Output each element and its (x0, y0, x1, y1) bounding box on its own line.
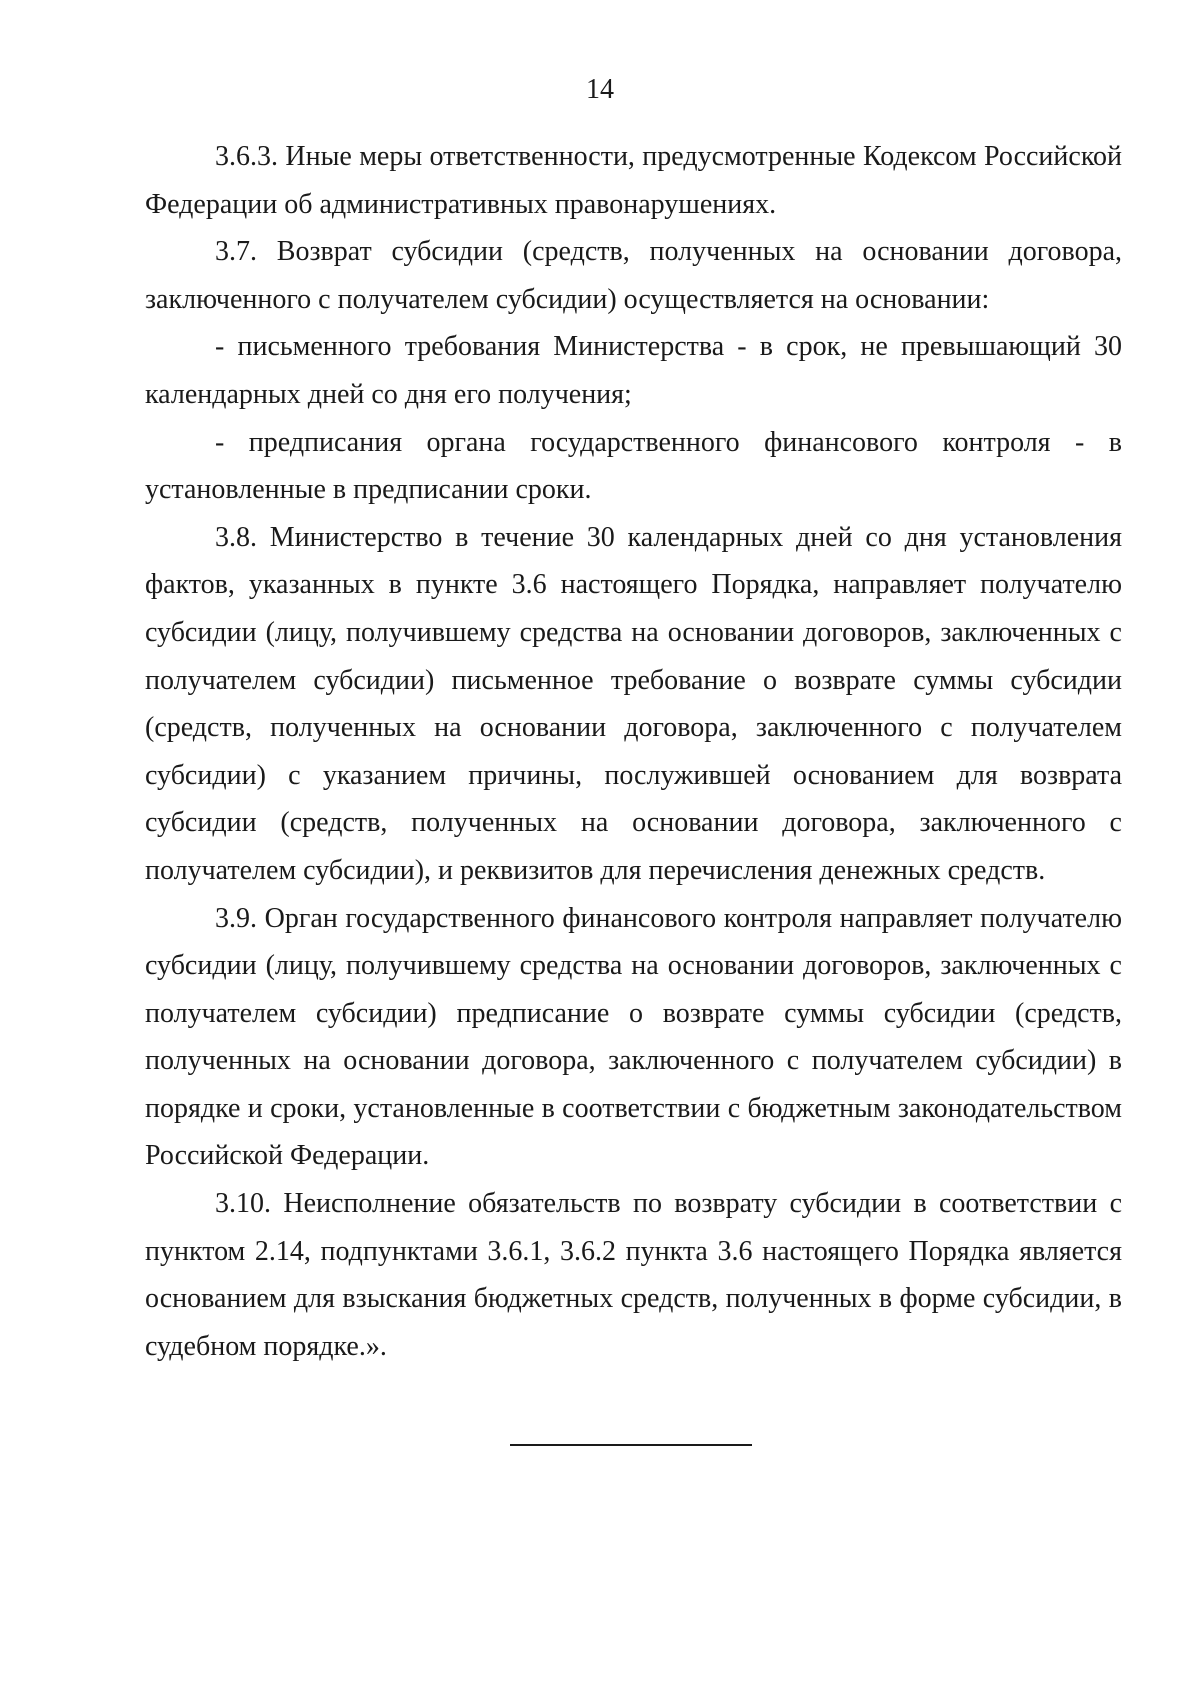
paragraph-3-9: 3.9. Орган государственного финансового контроля направляет получателю субсидии (лицу, получившему средства на основании договоров, заключенных с получателем субсидии) предписание о возврате суммы субсидии (средств, полученных на основании договора, заключенного с получателем субсидии) в порядке и сроки, установленные в соответствии с бюджетным законодательством Российской Федерации. (145, 902, 1122, 1172)
document-body (145, 133, 1122, 1370)
paragraph-3-10: 3.10. Неисполнение обязательств по возврату субсидии в соответствии с пунктом 2.14, подпунктами 3.6.1, 3.6.2 пункта 3.6 настоящего Порядка является основанием для взыскания бюджетных средств, полученных в форме субсидии, в судебном порядке.». (145, 1188, 1122, 1362)
paragraph-3-7-item-prescription: - предписания органа государственного финансового контроля - в установленные в предписании сроки. (145, 426, 1122, 506)
paragraph-3-8: 3.8. Министерство в течение 30 календарных дней со дня установления фактов, указанных в пункте 3.6 настоящего Порядка, направляет получателю субсидии (лицу, получившему средства на основании договоров, заключенных с получателем субсидии) письменное требование о возврате суммы субсидии (средств, полученных на основании договора, заключенного с получателем субсидии) с указанием причины, послужившей основанием для возврата субсидии (средств, полученных на основании договора, заключенного с получателем субсидии), и реквизитов для перечисления денежных средств. (145, 521, 1122, 886)
page-number: 14 (586, 74, 614, 105)
paragraph-3-6-3: 3.6.3. Иные меры ответственности, предусмотренные Кодексом Российской Федерации об административных правонарушениях. (145, 141, 1122, 220)
paragraph-3-7: 3.7. Возврат субсидии (средств, полученных на основании договора, заключенного с получателем субсидии) осуществляется на основании: (145, 236, 1122, 315)
end-separator-line (510, 1444, 752, 1446)
paragraph-3-7-item-requirement: - письменного требования Министерства - в срок, не превышающий 30 календарных дней со дня его получения; (145, 331, 1122, 410)
